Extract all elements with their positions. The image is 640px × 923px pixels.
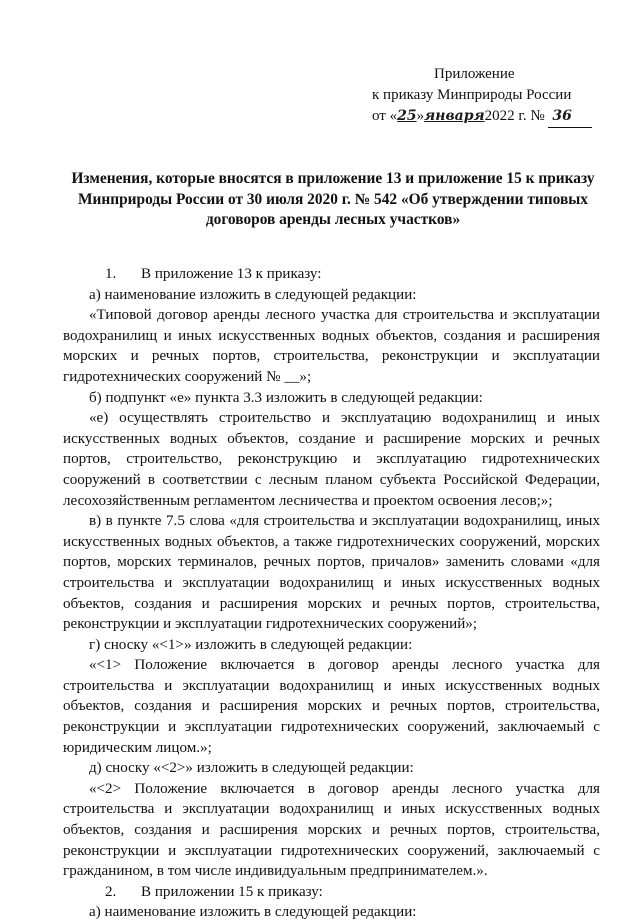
paragraph: «<2> Положение включается в договор аренды лесного участка для строительства и эксплуатации водохранилищ и иных искусственных водных объектов, создания и расширения морских и речных портов, строительства, реконструкции и эксплуатации гидротехнических сооружений, заключаемый с гражданином, в том числе индивидуальным предпринимателем.». <box>63 780 600 880</box>
handwritten-day: 25 <box>397 108 417 124</box>
item-text: В приложении 15 к приказу: <box>141 883 323 900</box>
appendix-header <box>372 64 612 128</box>
item-1 <box>63 264 600 285</box>
paragraph: в) в пункте 7.5 слова «для строительства и эксплуатации водохранилищ, иных искусственных водных объектов, а также гидротехнических сооружений, морских портов, морских терминалов, речных портов, причалов» заменить словами «для строительства и эксплуатации водохранилищ и иных искусственных водных объектов, создания и расширения морских и речных портов, строительства, реконструкции и эксплуатации гидротехнических сооружений»; <box>63 513 600 633</box>
document-title: Изменения, которые вносятся в приложение 13 и приложение 15 к приказу Минприроды России от 30 июля 2020 г. № 542 «Об утверждении типовых договоров аренды лесных участков» <box>71 170 595 228</box>
paragraph: б) подпункт «е» пункта 3.3 изложить в следующей редакции: <box>89 389 483 406</box>
item-2 <box>63 882 600 903</box>
item-number: 2. <box>105 883 117 900</box>
handwritten-order-number: 36 <box>548 106 592 128</box>
date-year: 2022 г. № <box>484 108 545 124</box>
paragraph: а) наименование изложить в следующей редакции: <box>89 286 417 303</box>
appendix-date-line <box>372 106 612 128</box>
item-text: В приложение 13 к приказу: <box>141 266 322 282</box>
date-quote: » <box>416 108 425 124</box>
paragraph: «Типовой договор аренды лесного участка для строительства и эксплуатации водохранилищ и иных искусственных водных объектов, создания и расширения морских и речных портов, строительства, реконструкции и эксплуатации гидротехнических сооружений № __»; <box>63 307 600 385</box>
appendix-order-ref: к приказу Минприроды России <box>372 87 572 103</box>
document-body <box>63 264 600 923</box>
paragraph: «е) осуществлять строительство и эксплуатацию водохранилищ и иных искусственных водных объектов, создание и расширение морских и речных портов, строительство, реконструкцию и эксплуатацию гидротехнических сооружений в соответствии с лесным планом субъекта Российской Федерации, лесохозяйственным регламентом лесничества и проектом освоения лесов;»; <box>63 410 600 509</box>
paragraph: «<1> Положение включается в договор аренды лесного участка для строительства и эксплуатации водохранилищ и иных искусственных водных объектов, создания и расширения морских и речных портов, строительства, реконструкции и эксплуатации гидротехнических сооружений, заключаемый с юридическим лицом.»; <box>63 657 600 756</box>
date-prefix: от « <box>372 108 398 124</box>
item-number: 1. <box>105 266 117 282</box>
paragraph: д) сноску «<2>» изложить в следующей редакции: <box>89 760 414 777</box>
paragraph: г) сноску «<1>» изложить в следующей редакции: <box>89 636 413 653</box>
paragraph: а) наименование изложить в следующей редакции: <box>89 904 417 921</box>
handwritten-month: января <box>424 108 485 124</box>
appendix-label: Приложение <box>434 66 515 82</box>
